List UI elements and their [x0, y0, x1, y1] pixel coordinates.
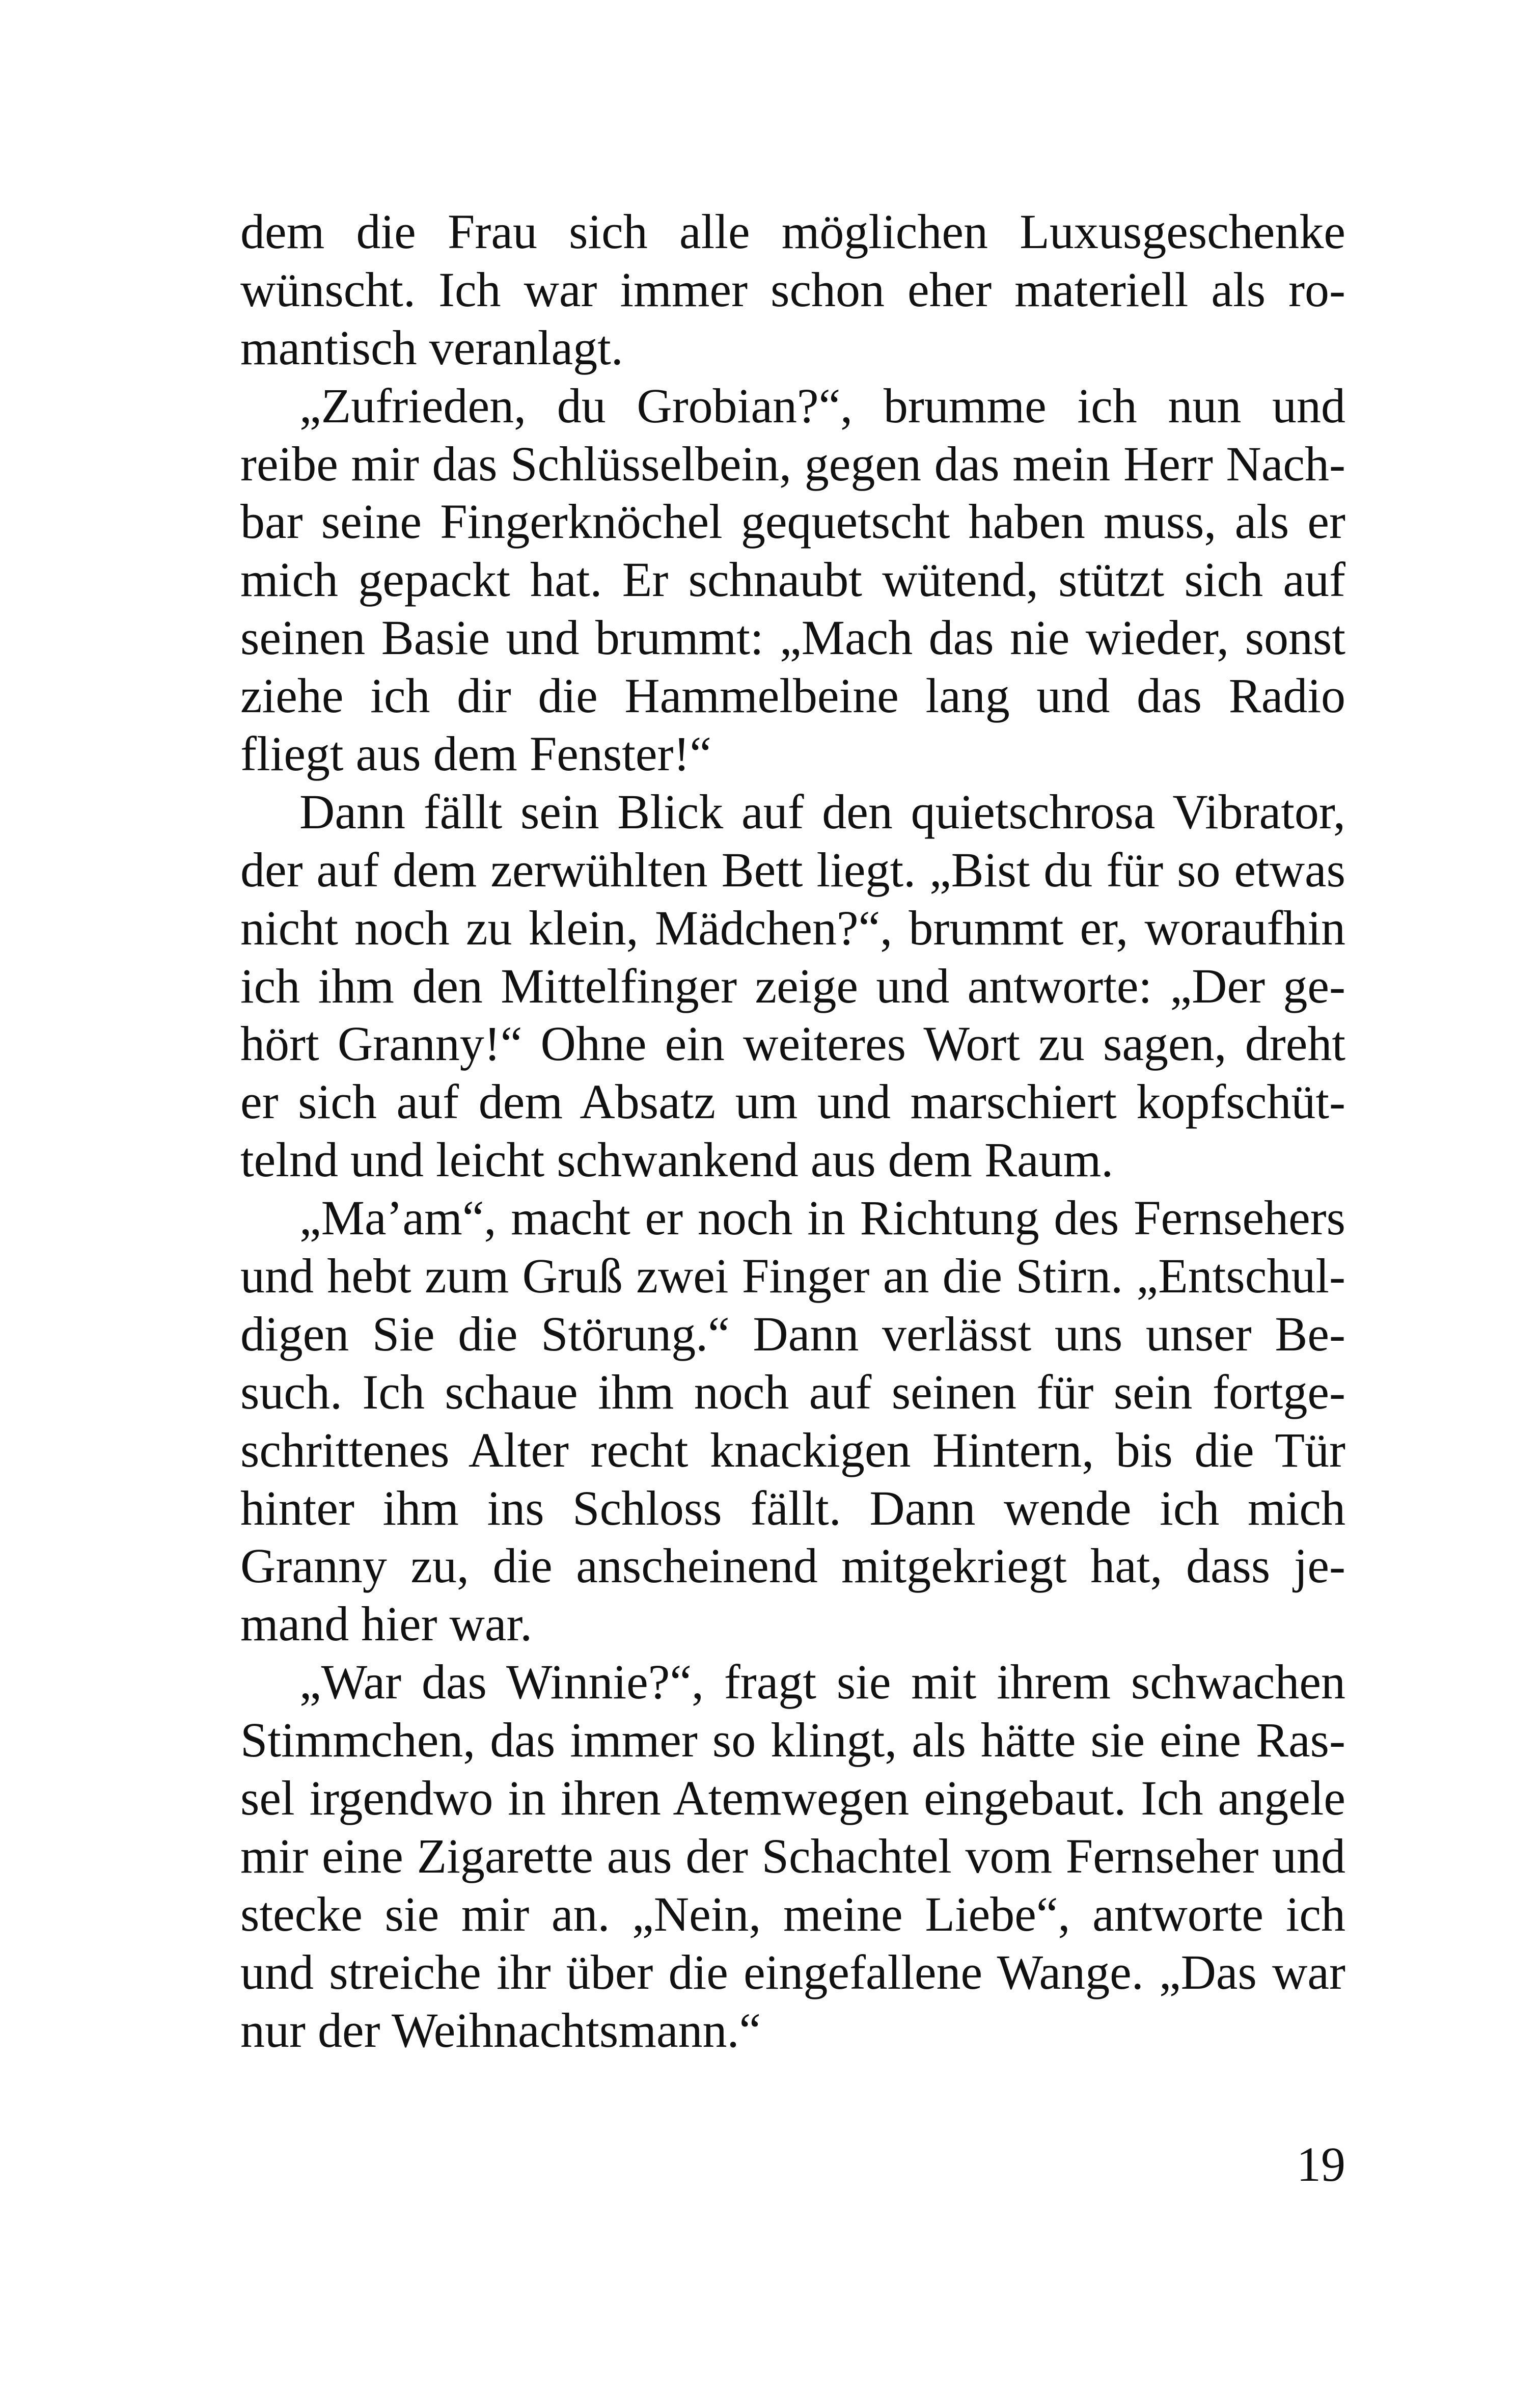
paragraph — [240, 203, 1345, 377]
text-line: stecke sie mir an. „Nein, meine Liebe“, antworte ich — [240, 1886, 1345, 1941]
text-line: wünscht. Ich war immer schon eher materiell als ro- — [240, 262, 1345, 317]
text-line: und streiche ihr über die eingefallene Wange. „Das war — [240, 1944, 1345, 1999]
paragraph — [240, 1189, 1345, 1653]
text-line: reibe mir das Schlüsselbein, gegen das mein Herr Nach- — [240, 436, 1345, 491]
text-line: „Zufrieden, du Grobian?“, brumme ich nun und — [299, 378, 1345, 433]
text-line: sel irgendwo in ihren Atemwegen eingebaut. Ich angele — [240, 1771, 1345, 1826]
body-text — [240, 203, 1345, 2060]
text-line: mir eine Zigarette aus der Schachtel vom Fernseher und — [240, 1828, 1345, 1883]
text-line: Granny zu, die anscheinend mitgekriegt hat, dass je- — [240, 1538, 1345, 1593]
text-line: schrittenes Alter recht knackigen Hintern, bis die Tür — [240, 1422, 1345, 1477]
paragraph — [240, 783, 1345, 1189]
text-line: fliegt aus dem Fenster!“ — [240, 726, 712, 781]
text-line: mich gepackt hat. Er schnaubt wütend, stützt sich auf — [240, 552, 1345, 607]
text-line: seinen Basie und brummt: „Mach das nie wieder, sonst — [240, 610, 1345, 665]
text-line: dem die Frau sich alle möglichen Luxusgeschenke — [240, 204, 1345, 259]
text-line: digen Sie die Störung.“ Dann verlässt uns unser Be- — [240, 1306, 1345, 1361]
text-line: telnd und leicht schwankend aus dem Raum. — [240, 1132, 1114, 1187]
page-number: 19 — [1297, 2137, 1345, 2191]
text-line: er sich auf dem Absatz um und marschiert kopfschüt- — [240, 1074, 1345, 1129]
text-line: Dann fällt sein Blick auf den quietschrosa Vibrator, — [299, 784, 1345, 839]
text-line: such. Ich schaue ihm noch auf seinen für sein fortge- — [240, 1364, 1345, 1419]
paragraph — [240, 377, 1345, 783]
text-line: hinter ihm ins Schloss fällt. Dann wende ich mich — [240, 1480, 1345, 1535]
text-line: bar seine Fingerknöchel gequetscht haben muss, als er — [240, 494, 1345, 549]
text-line: hört Granny!“ Ohne ein weiteres Wort zu sagen, dreht — [240, 1016, 1345, 1071]
text-line: „Ma’am“, macht er noch in Richtung des Fernsehers — [299, 1190, 1345, 1245]
text-line: nicht noch zu klein, Mädchen?“, brummt er, woraufhin — [240, 900, 1345, 955]
text-line: ich ihm den Mittelfinger zeige und antworte: „Der ge- — [240, 958, 1345, 1013]
text-line: mantisch veranlagt. — [240, 320, 623, 375]
text-line: Stimmchen, das immer so klingt, als hätte sie eine Ras- — [240, 1713, 1345, 1768]
text-line: „War das Winnie?“, fragt sie mit ihrem schwachen — [299, 1655, 1345, 1710]
text-line: der auf dem zerwühlten Bett liegt. „Bist du für so etwas — [240, 842, 1345, 897]
paragraph — [240, 1653, 1345, 2059]
text-line: mand hier war. — [240, 1596, 533, 1651]
text-line: und hebt zum Gruß zwei Finger an die Stirn. „Entschul- — [240, 1249, 1345, 1304]
text-line: ziehe ich dir die Hammelbeine lang und das Radio — [240, 668, 1345, 723]
text-line: nur der Weihnachtsmann.“ — [240, 2002, 761, 2057]
